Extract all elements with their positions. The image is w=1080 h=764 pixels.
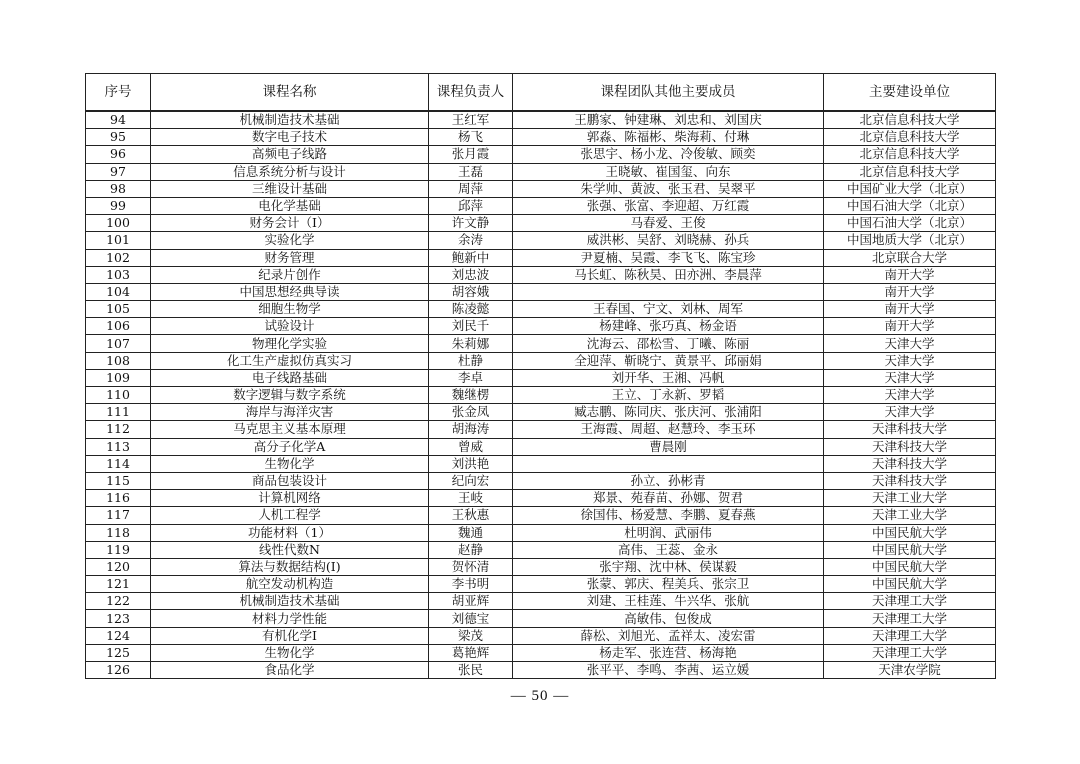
cell-index: 94 <box>86 111 151 129</box>
cell-course-name: 马克思主义基本原理 <box>151 421 429 438</box>
cell-course-lead: 赵静 <box>429 541 513 558</box>
cell-index: 99 <box>86 197 151 214</box>
cell-course-name: 纪录片创作 <box>151 266 429 283</box>
cell-team-members: 杜明润、武丽伟 <box>513 524 824 541</box>
table-row <box>86 197 996 214</box>
cell-course-name: 机械制造技术基础 <box>151 593 429 610</box>
cell-institution: 中国民航大学 <box>824 541 996 558</box>
cell-team-members: 王海霞、周超、赵慧玲、李玉环 <box>513 421 824 438</box>
cell-course-lead: 魏继楞 <box>429 387 513 404</box>
table-row <box>86 558 996 575</box>
cell-course-lead: 许文静 <box>429 215 513 232</box>
cell-course-lead: 贺怀清 <box>429 558 513 575</box>
table-row <box>86 301 996 318</box>
cell-team-members: 高敏伟、包俊成 <box>513 610 824 627</box>
header-course-lead: 课程负责人 <box>429 74 513 112</box>
table-row <box>86 455 996 472</box>
cell-institution: 中国民航大学 <box>824 576 996 593</box>
cell-institution: 中国矿业大学（北京） <box>824 180 996 197</box>
table-row <box>86 215 996 232</box>
cell-course-lead: 葛艳辉 <box>429 644 513 661</box>
table-row <box>86 369 996 386</box>
cell-course-lead: 杨飞 <box>429 129 513 146</box>
cell-course-name: 高频电子线路 <box>151 146 429 163</box>
cell-course-lead: 杜静 <box>429 352 513 369</box>
cell-institution: 南开大学 <box>824 301 996 318</box>
cell-team-members: 高伟、王蕊、金永 <box>513 541 824 558</box>
cell-course-lead: 刘洪艳 <box>429 455 513 472</box>
cell-institution: 天津科技大学 <box>824 472 996 489</box>
cell-course-name: 算法与数据结构(I) <box>151 558 429 575</box>
cell-course-lead: 曾威 <box>429 438 513 455</box>
cell-index: 97 <box>86 163 151 180</box>
table-row <box>86 438 996 455</box>
cell-team-members: 刘开华、王湘、冯帆 <box>513 369 824 386</box>
page-number: — 50 — <box>510 688 570 704</box>
cell-institution: 北京信息科技大学 <box>824 163 996 180</box>
cell-institution: 天津工业大学 <box>824 507 996 524</box>
cell-course-lead: 李书明 <box>429 576 513 593</box>
cell-course-name: 财务管理 <box>151 249 429 266</box>
table-row <box>86 146 996 163</box>
cell-index: 124 <box>86 627 151 644</box>
cell-course-name: 航空发动机构造 <box>151 576 429 593</box>
cell-team-members: 郭淼、陈福彬、柴海莉、付琳 <box>513 129 824 146</box>
cell-index: 103 <box>86 266 151 283</box>
table-row <box>86 404 996 421</box>
cell-course-name: 商品包装设计 <box>151 472 429 489</box>
cell-course-name: 有机化学Ⅰ <box>151 627 429 644</box>
cell-course-lead: 胡亚辉 <box>429 593 513 610</box>
table-row <box>86 507 996 524</box>
cell-team-members: 刘建、王桂莲、牛兴华、张航 <box>513 593 824 610</box>
cell-team-members: 张宇翔、沈中林、侯谋毅 <box>513 558 824 575</box>
cell-team-members: 张强、张富、李迎超、万红霞 <box>513 197 824 214</box>
cell-team-members: 张思宇、杨小龙、冷俊敏、顾奕 <box>513 146 824 163</box>
table-row <box>86 490 996 507</box>
cell-course-name: 线性代数N <box>151 541 429 558</box>
cell-team-members: 张平平、李鸣、李茜、运立媛 <box>513 662 824 679</box>
cell-course-lead: 刘德宝 <box>429 610 513 627</box>
table-row <box>86 249 996 266</box>
cell-institution: 北京信息科技大学 <box>824 129 996 146</box>
cell-course-lead: 周萍 <box>429 180 513 197</box>
cell-index: 110 <box>86 387 151 404</box>
cell-team-members: 马春爱、王俊 <box>513 215 824 232</box>
cell-index: 112 <box>86 421 151 438</box>
cell-team-members: 杨建峰、张巧真、杨金语 <box>513 318 824 335</box>
cell-course-name: 细胞生物学 <box>151 301 429 318</box>
table-row <box>86 387 996 404</box>
cell-course-name: 物理化学实验 <box>151 335 429 352</box>
cell-index: 107 <box>86 335 151 352</box>
cell-course-lead: 张民 <box>429 662 513 679</box>
cell-index: 108 <box>86 352 151 369</box>
table-body <box>86 111 996 679</box>
cell-course-name: 电化学基础 <box>151 197 429 214</box>
cell-index: 121 <box>86 576 151 593</box>
cell-team-members: 威洪彬、吴舒、刘晓赫、孙兵 <box>513 232 824 249</box>
cell-course-lead: 朱莉娜 <box>429 335 513 352</box>
cell-course-lead: 陈凌懿 <box>429 301 513 318</box>
course-table-container <box>85 73 995 679</box>
cell-index: 106 <box>86 318 151 335</box>
cell-course-name: 试验设计 <box>151 318 429 335</box>
table-row <box>86 644 996 661</box>
cell-team-members: 孙立、孙彬青 <box>513 472 824 489</box>
cell-index: 102 <box>86 249 151 266</box>
cell-institution: 天津大学 <box>824 352 996 369</box>
cell-index: 96 <box>86 146 151 163</box>
cell-institution: 天津理工大学 <box>824 610 996 627</box>
cell-course-name: 财务会计（I） <box>151 215 429 232</box>
cell-institution: 北京信息科技大学 <box>824 111 996 129</box>
cell-index: 114 <box>86 455 151 472</box>
table-row <box>86 111 996 129</box>
cell-institution: 中国民航大学 <box>824 524 996 541</box>
cell-index: 101 <box>86 232 151 249</box>
cell-course-lead: 张月霞 <box>429 146 513 163</box>
cell-course-lead: 梁茂 <box>429 627 513 644</box>
cell-course-lead: 刘忠波 <box>429 266 513 283</box>
cell-institution: 天津大学 <box>824 404 996 421</box>
cell-team-members: 马长虹、陈秋昊、田亦洲、李晨萍 <box>513 266 824 283</box>
header-course-name: 课程名称 <box>151 74 429 112</box>
cell-team-members: 郑景、苑春苗、孙娜、贺君 <box>513 490 824 507</box>
cell-institution: 天津农学院 <box>824 662 996 679</box>
cell-team-members: 薛松、刘旭光、孟祥太、凌宏雷 <box>513 627 824 644</box>
cell-course-name: 化工生产虚拟仿真实习 <box>151 352 429 369</box>
cell-course-lead: 王磊 <box>429 163 513 180</box>
cell-index: 98 <box>86 180 151 197</box>
table-row <box>86 472 996 489</box>
cell-institution: 天津大学 <box>824 335 996 352</box>
cell-course-lead: 王秋惠 <box>429 507 513 524</box>
cell-index: 120 <box>86 558 151 575</box>
table-row <box>86 283 996 300</box>
table-row <box>86 541 996 558</box>
cell-team-members: 张蒙、郭庆、程美兵、张宗卫 <box>513 576 824 593</box>
table-row <box>86 129 996 146</box>
cell-team-members: 尹夏楠、吴霞、李飞飞、陈宝珍 <box>513 249 824 266</box>
cell-course-name: 中国思想经典导读 <box>151 283 429 300</box>
cell-index: 125 <box>86 644 151 661</box>
cell-index: 115 <box>86 472 151 489</box>
cell-institution: 南开大学 <box>824 266 996 283</box>
table-row <box>86 335 996 352</box>
cell-team-members: 王鹏家、钟建琳、刘忠和、刘国庆 <box>513 111 824 129</box>
table-row <box>86 524 996 541</box>
cell-course-name: 功能材料（1） <box>151 524 429 541</box>
header-institution: 主要建设单位 <box>824 74 996 112</box>
cell-course-lead: 李卓 <box>429 369 513 386</box>
cell-index: 104 <box>86 283 151 300</box>
table-row <box>86 318 996 335</box>
table-row <box>86 662 996 679</box>
cell-institution: 南开大学 <box>824 318 996 335</box>
cell-index: 111 <box>86 404 151 421</box>
table-row <box>86 163 996 180</box>
table-row <box>86 627 996 644</box>
cell-course-name: 数字逻辑与数字系统 <box>151 387 429 404</box>
cell-team-members <box>513 455 824 472</box>
table-row <box>86 421 996 438</box>
cell-index: 119 <box>86 541 151 558</box>
cell-institution: 天津大学 <box>824 369 996 386</box>
table-row <box>86 593 996 610</box>
cell-institution: 北京联合大学 <box>824 249 996 266</box>
cell-course-name: 生物化学 <box>151 455 429 472</box>
cell-institution: 天津大学 <box>824 387 996 404</box>
cell-index: 118 <box>86 524 151 541</box>
cell-course-lead: 邱萍 <box>429 197 513 214</box>
table-row <box>86 610 996 627</box>
cell-team-members: 王立、丁永新、罗韬 <box>513 387 824 404</box>
cell-team-members <box>513 283 824 300</box>
cell-institution: 中国地质大学（北京） <box>824 232 996 249</box>
cell-course-name: 电子线路基础 <box>151 369 429 386</box>
cell-team-members: 王晓敏、崔国玺、向东 <box>513 163 824 180</box>
cell-institution: 天津科技大学 <box>824 421 996 438</box>
cell-course-name: 食品化学 <box>151 662 429 679</box>
cell-team-members: 朱学帅、黄波、张玉君、吴翠平 <box>513 180 824 197</box>
cell-institution: 天津科技大学 <box>824 455 996 472</box>
cell-course-lead: 胡海涛 <box>429 421 513 438</box>
cell-index: 100 <box>86 215 151 232</box>
table-row <box>86 266 996 283</box>
cell-index: 122 <box>86 593 151 610</box>
cell-index: 109 <box>86 369 151 386</box>
cell-index: 105 <box>86 301 151 318</box>
cell-institution: 北京信息科技大学 <box>824 146 996 163</box>
cell-course-lead: 胡容娥 <box>429 283 513 300</box>
table-row <box>86 352 996 369</box>
cell-institution: 天津理工大学 <box>824 627 996 644</box>
cell-index: 116 <box>86 490 151 507</box>
cell-index: 95 <box>86 129 151 146</box>
cell-course-lead: 王岐 <box>429 490 513 507</box>
table-row <box>86 232 996 249</box>
cell-team-members: 沈海云、邵松雪、丁曦、陈丽 <box>513 335 824 352</box>
cell-institution: 中国石油大学（北京） <box>824 215 996 232</box>
cell-course-name: 海岸与海洋灾害 <box>151 404 429 421</box>
cell-course-lead: 纪向宏 <box>429 472 513 489</box>
cell-course-name: 机械制造技术基础 <box>151 111 429 129</box>
cell-institution: 天津工业大学 <box>824 490 996 507</box>
cell-course-lead: 魏通 <box>429 524 513 541</box>
cell-team-members: 王春国、宁文、刘林、周军 <box>513 301 824 318</box>
cell-course-lead: 刘民千 <box>429 318 513 335</box>
cell-course-name: 高分子化学A <box>151 438 429 455</box>
course-table <box>85 73 996 679</box>
cell-institution: 天津科技大学 <box>824 438 996 455</box>
cell-course-name: 生物化学 <box>151 644 429 661</box>
cell-course-lead: 王红军 <box>429 111 513 129</box>
cell-course-name: 数字电子技术 <box>151 129 429 146</box>
header-index: 序号 <box>86 74 151 112</box>
cell-index: 123 <box>86 610 151 627</box>
cell-institution: 中国石油大学（北京） <box>824 197 996 214</box>
cell-course-lead: 鲍新中 <box>429 249 513 266</box>
cell-course-name: 实验化学 <box>151 232 429 249</box>
cell-course-lead: 张金凤 <box>429 404 513 421</box>
cell-course-name: 三维设计基础 <box>151 180 429 197</box>
cell-team-members: 徐国伟、杨爱慧、李鹏、夏春燕 <box>513 507 824 524</box>
cell-course-lead: 余涛 <box>429 232 513 249</box>
table-header <box>86 74 996 112</box>
cell-team-members: 杨走军、张连营、杨海艳 <box>513 644 824 661</box>
header-row <box>86 74 996 112</box>
cell-course-name: 人机工程学 <box>151 507 429 524</box>
cell-institution: 南开大学 <box>824 283 996 300</box>
cell-course-name: 计算机网络 <box>151 490 429 507</box>
cell-institution: 中国民航大学 <box>824 558 996 575</box>
cell-index: 117 <box>86 507 151 524</box>
cell-team-members: 臧志鹏、陈同庆、张庆河、张浦阳 <box>513 404 824 421</box>
table-row <box>86 180 996 197</box>
cell-team-members: 曹晨刚 <box>513 438 824 455</box>
cell-index: 126 <box>86 662 151 679</box>
table-row <box>86 576 996 593</box>
cell-course-name: 材料力学性能 <box>151 610 429 627</box>
header-team-members: 课程团队其他主要成员 <box>513 74 824 112</box>
cell-institution: 天津理工大学 <box>824 644 996 661</box>
cell-index: 113 <box>86 438 151 455</box>
cell-course-name: 信息系统分析与设计 <box>151 163 429 180</box>
cell-institution: 天津理工大学 <box>824 593 996 610</box>
cell-team-members: 全迎萍、靳晓宁、黄景平、邱丽娟 <box>513 352 824 369</box>
